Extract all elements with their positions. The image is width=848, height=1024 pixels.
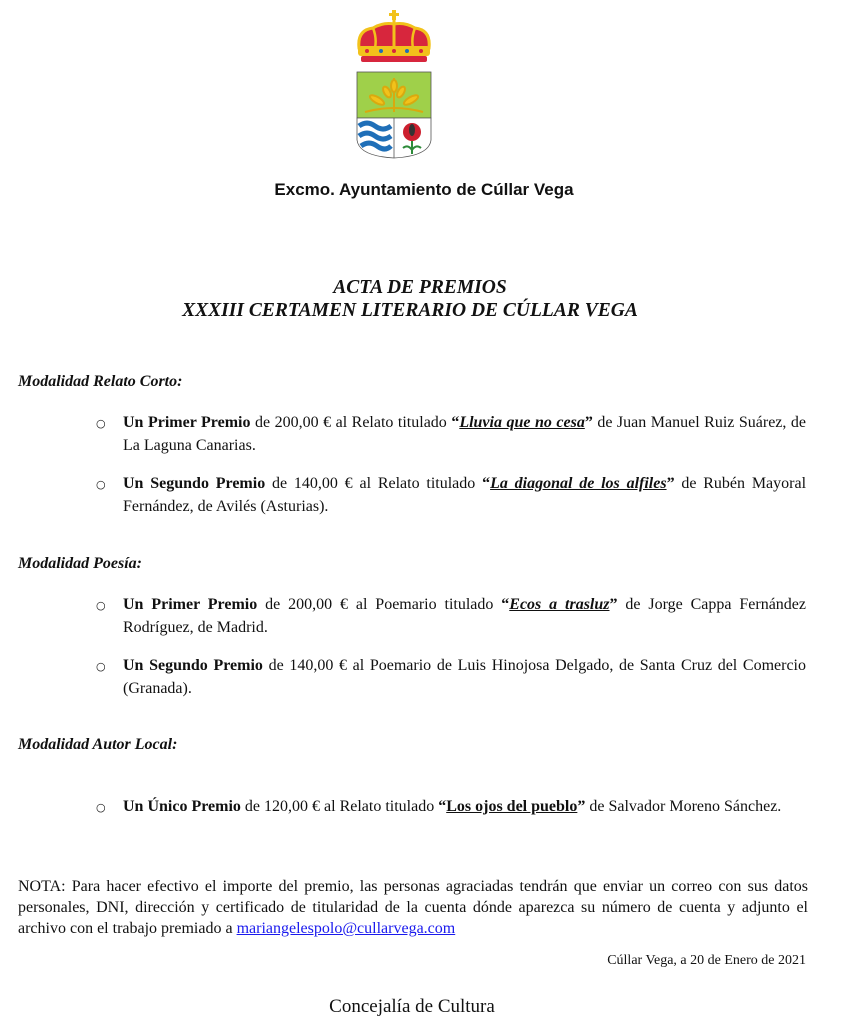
winner-text: de Salvador Moreno Sánchez. bbox=[585, 798, 782, 815]
award-item bbox=[96, 473, 806, 518]
note-text: NOTA: Para hacer efectivo el importe del premio, las personas agraciadas tendrán que enviar un correo con sus datos personales, DNI, dirección y certificado de titularidad de la cuenta dónde aparezca su número de cuenta y adjunto el archivo con el trabajo premiado a bbox=[18, 878, 808, 937]
work-title: Lluvia que no cesa bbox=[459, 414, 585, 431]
note-paragraph bbox=[18, 876, 808, 939]
award-text: de 200,00 € al Poemario titulado bbox=[257, 596, 502, 613]
department-signature: Concejalía de Cultura bbox=[329, 996, 495, 1017]
quote-open: “ bbox=[482, 475, 491, 492]
document-title: ACTA DE PREMIOS bbox=[333, 277, 507, 298]
prize-label: Un Segundo Premio bbox=[123, 657, 263, 674]
winner-text: de Jorge Cappa Fernández Rodríguez, de Madrid. bbox=[123, 596, 806, 636]
award-text: de 140,00 € al Poemario de Luis Hinojosa Delgado, de Santa Cruz del Comercio (Granada). bbox=[123, 657, 806, 697]
prize-label: Un Primer Premio bbox=[123, 596, 258, 613]
section-heading-relato-corto: Modalidad Relato Corto: bbox=[18, 373, 183, 390]
quote-close: ” bbox=[584, 414, 593, 431]
quote-close: ” bbox=[666, 475, 675, 492]
award-text: de 120,00 € al Relato titulado bbox=[240, 798, 439, 815]
award-item bbox=[96, 594, 806, 639]
coat-of-arms-icon bbox=[353, 8, 435, 160]
bullet-icon: ○ bbox=[96, 801, 106, 814]
quote-close: ” bbox=[609, 596, 618, 613]
quote-open: “ bbox=[438, 798, 447, 815]
quote-close: ” bbox=[577, 798, 586, 815]
quote-open: “ bbox=[501, 596, 510, 613]
organization-name: Excmo. Ayuntamiento de Cúllar Vega bbox=[274, 180, 574, 199]
winner-text: de Juan Manuel Ruiz Suárez, de La Laguna Canarias. bbox=[123, 414, 807, 454]
work-title: La diagonal de los alfiles bbox=[490, 475, 667, 492]
award-text: de 200,00 € al Relato titulado bbox=[250, 414, 452, 431]
award-item bbox=[96, 796, 806, 819]
bullet-icon: ○ bbox=[96, 478, 106, 491]
award-text: de 140,00 € al Relato titulado bbox=[265, 475, 483, 492]
section-heading-autor-local: Modalidad Autor Local: bbox=[18, 736, 178, 753]
section-heading-poesia: Modalidad Poesía: bbox=[18, 555, 142, 572]
prize-label: Un Único Premio bbox=[123, 798, 241, 815]
bullet-icon: ○ bbox=[96, 599, 106, 612]
prize-label: Un Primer Premio bbox=[123, 414, 251, 431]
work-title: Ecos a trasluz bbox=[509, 596, 610, 613]
work-title: Los ojos del pueblo bbox=[446, 798, 578, 815]
prize-label: Un Segundo Premio bbox=[123, 475, 266, 492]
winner-text: de Rubén Mayoral Fernández, de Avilés (Asturias). bbox=[123, 475, 807, 515]
award-item bbox=[96, 655, 806, 700]
date-line: Cúllar Vega, a 20 de Enero de 2021 bbox=[607, 953, 806, 968]
bullet-icon: ○ bbox=[96, 660, 106, 673]
email-link[interactable]: mariangelespolo@cullarvega.com bbox=[236, 920, 456, 937]
award-item bbox=[96, 412, 806, 457]
quote-open: “ bbox=[451, 414, 460, 431]
bullet-icon: ○ bbox=[96, 417, 106, 430]
document-subtitle: XXXIII CERTAMEN LITERARIO DE CÚLLAR VEGA bbox=[182, 300, 638, 321]
